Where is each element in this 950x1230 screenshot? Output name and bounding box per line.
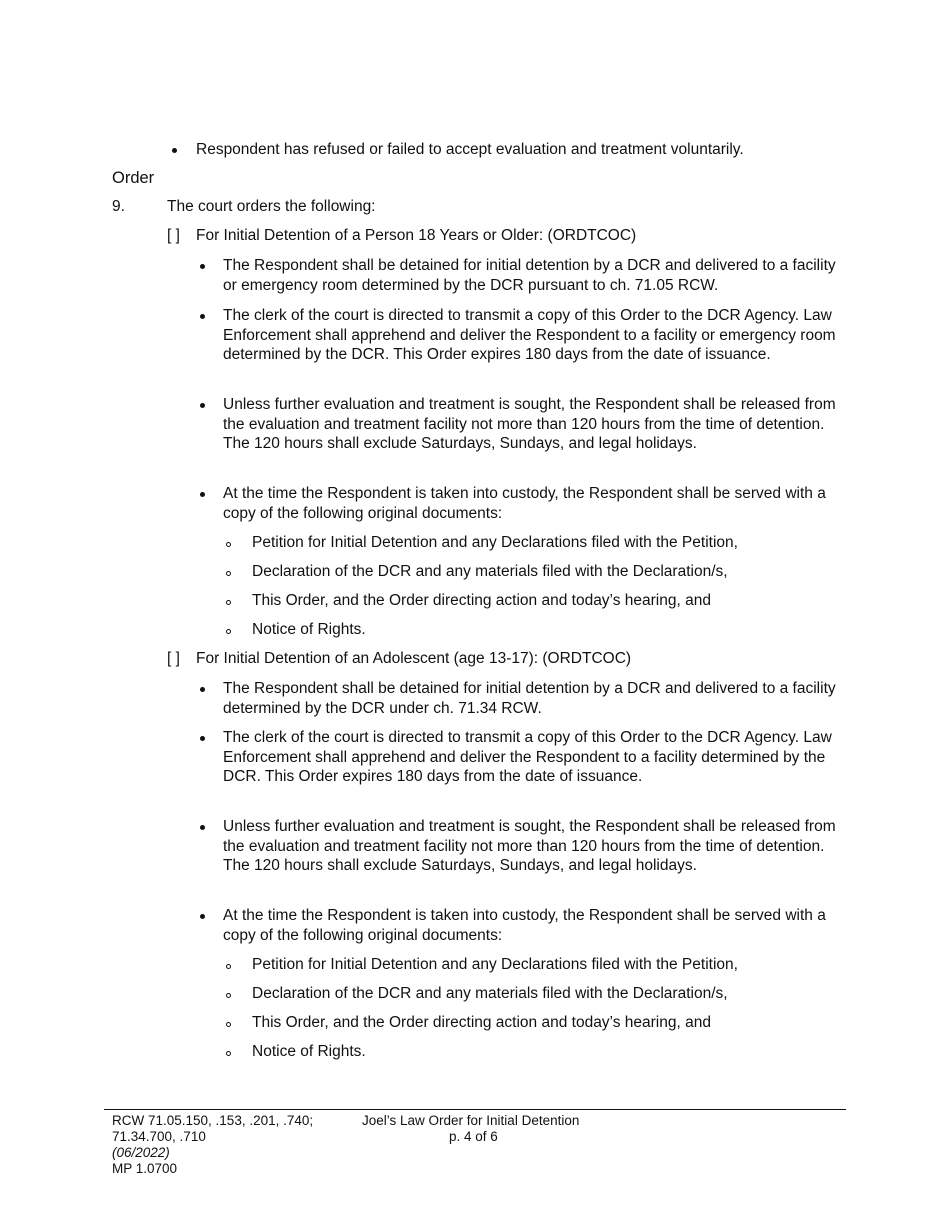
footer-title: Joel’s Law Order for Initial Detention (362, 1113, 580, 1128)
option-label-adolescent: For Initial Detention of an Adolescent (age 13-17): (ORDTCOC) (196, 650, 632, 667)
bullet-dot (172, 148, 177, 153)
adolescent-doc-petition: Petition for Initial Detention and any Declarations filed with the Petition, (252, 956, 738, 973)
bullet-dot (200, 914, 205, 919)
sub-bullet-circle (226, 993, 231, 998)
sub-bullet-circle (226, 964, 231, 969)
option-label-adult: For Initial Detention of a Person 18 Years or Older: (ORDTCOC) (196, 227, 637, 244)
sub-bullet-circle (226, 1051, 231, 1056)
item-number: 9. (112, 198, 125, 215)
footer-rule (104, 1109, 846, 1110)
item-text: The court orders the following: (167, 198, 376, 215)
footer-page-number: p. 4 of 6 (449, 1129, 498, 1144)
adult-doc-petition: Petition for Initial Detention and any Declarations filed with the Petition, (252, 534, 738, 551)
sub-bullet-circle (226, 1022, 231, 1027)
bullet-dot (200, 403, 205, 408)
sub-bullet-circle (226, 542, 231, 547)
sub-bullet-circle (226, 571, 231, 576)
adult-bullet-clerk: The clerk of the court is directed to transmit a copy of this Order to the DCR Agency. Law Enforcement shall apprehend and deliver the Respondent to a facility or emergency room determined by the DCR. This Order expires 180 days from the date of issuance. (223, 307, 836, 364)
adult-doc-rights: Notice of Rights. (252, 621, 366, 638)
sub-bullet-circle (226, 600, 231, 605)
bullet-dot (200, 492, 205, 497)
option-checkbox-adolescent[interactable]: [ ] (167, 650, 180, 667)
adolescent-bullet-release: Unless further evaluation and treatment is sought, the Respondent shall be released from the evaluation and treatment facility not more than 120 hours from the time of detention. The 120 hours shall exclude Saturdays, Sundays, and legal holidays. (223, 818, 836, 875)
adolescent-doc-order: This Order, and the Order directing action and today’s hearing, and (252, 1014, 711, 1031)
adult-doc-order: This Order, and the Order directing action and today’s hearing, and (252, 592, 711, 609)
bullet-dot (200, 687, 205, 692)
adolescent-bullet-custody: At the time the Respondent is taken into custody, the Respondent shall be served with a copy of the following original documents: (223, 907, 826, 944)
bullet-dot (200, 736, 205, 741)
footer-rcw-line2: 71.34.700, .710 (112, 1129, 206, 1144)
intro-bullet-text: Respondent has refused or failed to accept evaluation and treatment voluntarily. (196, 141, 744, 158)
adolescent-doc-rights: Notice of Rights. (252, 1043, 366, 1060)
adult-bullet-custody: At the time the Respondent is taken into custody, the Respondent shall be served with a copy of the following original documents: (223, 485, 826, 522)
footer-rcw-line1: RCW 71.05.150, .153, .201, .740; (112, 1113, 314, 1128)
bullet-dot (200, 314, 205, 319)
option-checkbox-adult[interactable]: [ ] (167, 227, 180, 244)
adolescent-bullet-clerk: The clerk of the court is directed to transmit a copy of this Order to the DCR Agency. Law Enforcement shall apprehend and deliver the Respondent to a facility determined by the DCR. This Order expires 180 days from the date of issuance. (223, 729, 832, 786)
adult-bullet-detain: The Respondent shall be detained for initial detention by a DCR and delivered to a facility or emergency room determined by the DCR pursuant to ch. 71.05 RCW. (223, 257, 836, 294)
bullet-dot (200, 264, 205, 269)
section-heading: Order (112, 169, 155, 187)
adult-doc-declaration: Declaration of the DCR and any materials filed with the Declaration/s, (252, 563, 728, 580)
bullet-dot (200, 825, 205, 830)
sub-bullet-circle (226, 629, 231, 634)
adolescent-doc-declaration: Declaration of the DCR and any materials filed with the Declaration/s, (252, 985, 728, 1002)
adult-bullet-release: Unless further evaluation and treatment is sought, the Respondent shall be released from the evaluation and treatment facility not more than 120 hours from the time of detention. The 120 hours shall exclude Saturdays, Sundays, and legal holidays. (223, 396, 836, 453)
adolescent-bullet-detain: The Respondent shall be detained for initial detention by a DCR and delivered to a facility determined by the DCR under ch. 71.34 RCW. (223, 680, 836, 717)
footer-date: (06/2022) (112, 1145, 170, 1160)
footer-form-number: MP 1.0700 (112, 1161, 178, 1176)
